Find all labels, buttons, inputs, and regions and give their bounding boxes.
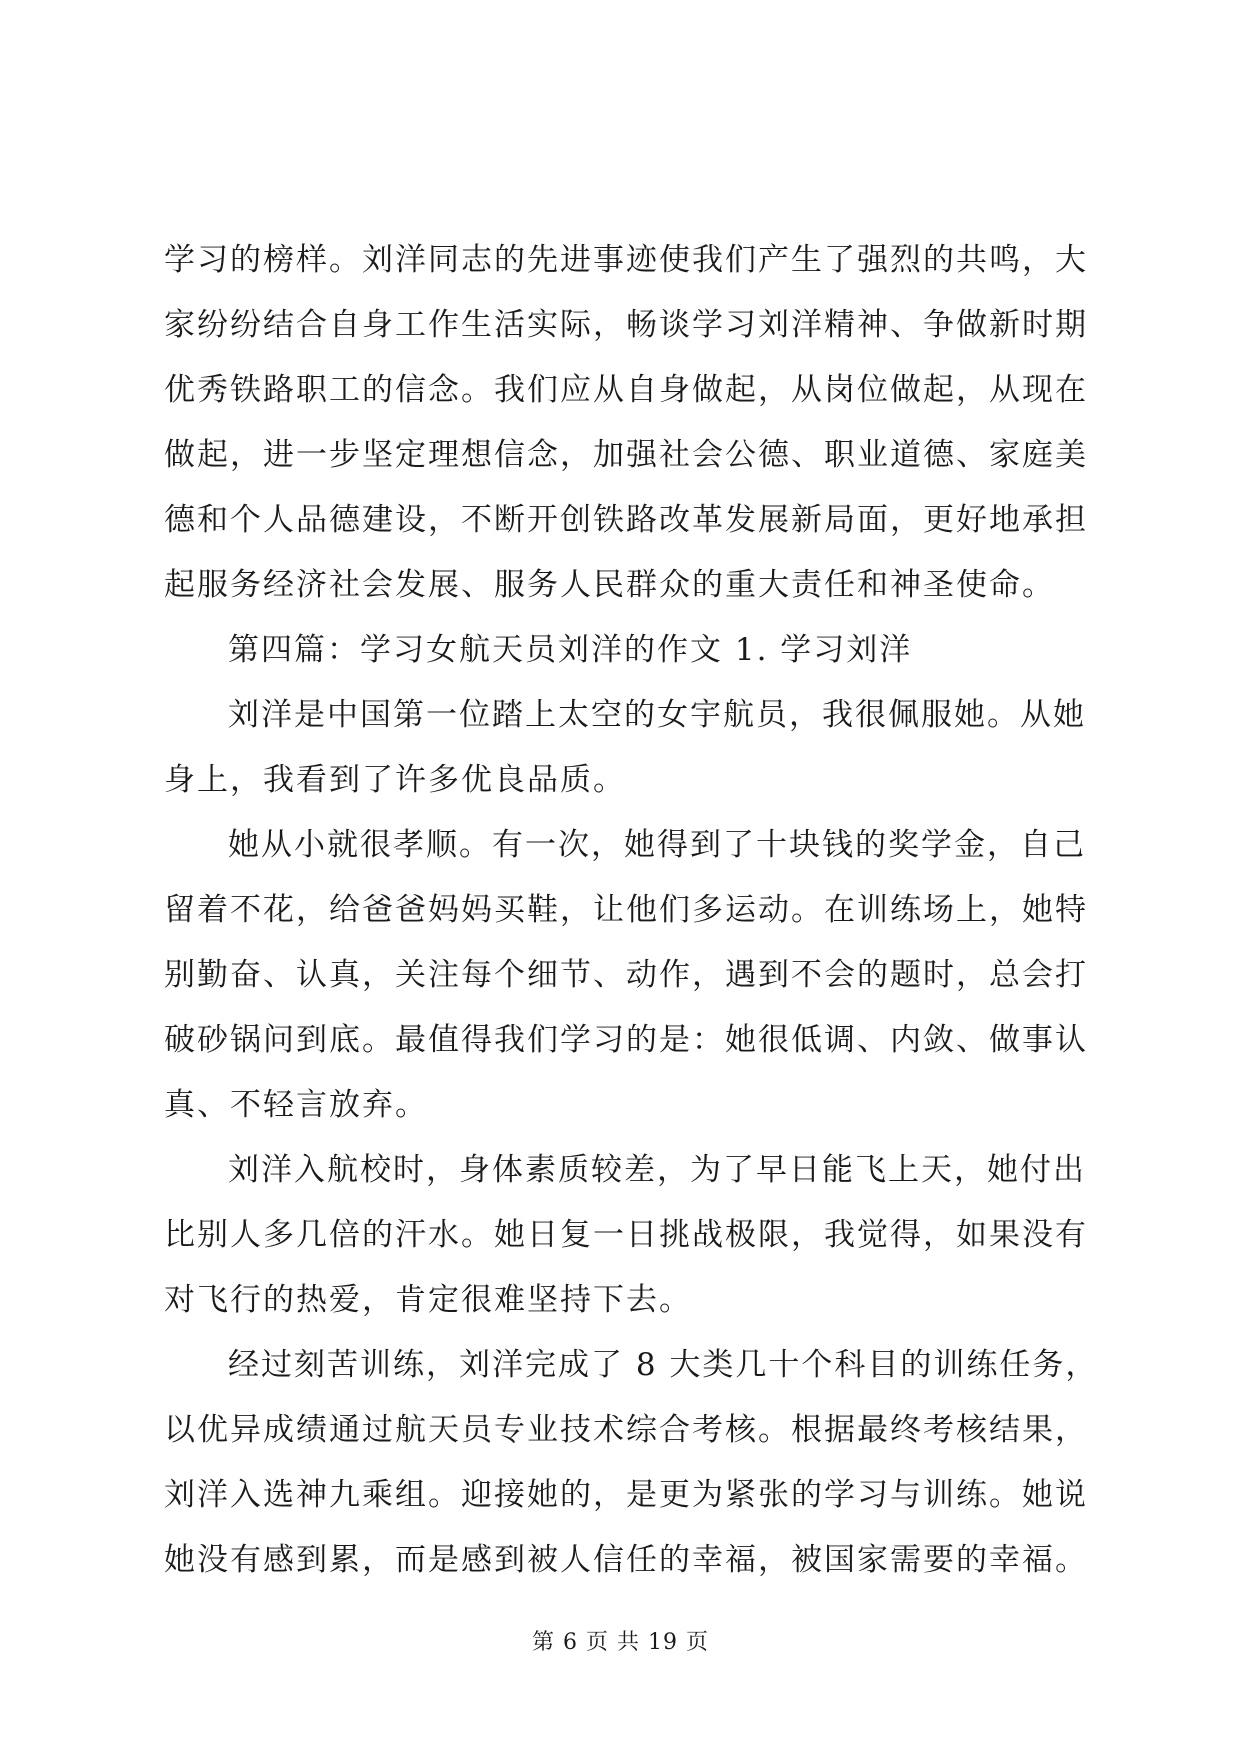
text-line: 德和个人品德建设，不断开创铁路改革发展新局面，更好地承担 [164,502,1088,538]
text-line: 别勤奋、认真，关注每个细节、动作，遇到不会的题时，总会打 [164,957,1088,993]
text-line: 经过刻苦训练，刘洋完成了 8 大类几十个科目的训练任务， [228,1347,1099,1383]
text-line: 比别人多几倍的汗水。她日复一日挑战极限，我觉得，如果没有 [164,1217,1088,1253]
text-line: 刘洋是中国第一位踏上太空的女宇航员，我很佩服她。从她 [228,697,1086,733]
text-line: 家纷纷结合自身工作生活实际，畅谈学习刘洋精神、争做新时期 [164,307,1088,343]
text-line: 身上，我看到了许多优良品质。 [164,762,626,798]
text-line: 做起，进一步坚定理想信念，加强社会公德、职业道德、家庭美 [164,437,1088,473]
text-line: 以优异成绩通过航天员专业技术综合考核。根据最终考核结果， [164,1412,1088,1448]
text-line: 对飞行的热爱，肯定很难坚持下去。 [164,1282,692,1318]
text-line: 起服务经济社会发展、服务人民群众的重大责任和神圣使命。 [164,567,1055,603]
text-line: 留着不花，给爸爸妈妈买鞋，让他们多运动。在训练场上，她特 [164,892,1088,928]
text-line: 学习的榜样。刘洋同志的先进事迹使我们产生了强烈的共鸣，大 [164,242,1088,278]
text-line: 优秀铁路职工的信念。我们应从自身做起，从岗位做起，从现在 [164,372,1088,408]
text-line: 她没有感到累，而是感到被人信任的幸福，被国家需要的幸福。 [164,1542,1088,1578]
text-line: 她从小就很孝顺。有一次，她得到了十块钱的奖学金，自己 [228,827,1086,863]
document-body [164,228,1099,1593]
section-heading: 第四篇：学习女航天员刘洋的作文 1. 学习刘洋 [228,632,913,668]
text-line: 破砂锅问到底。最值得我们学习的是：她很低调、内敛、做事认 [164,1022,1088,1058]
text-line: 真、不轻言放弃。 [164,1087,428,1123]
text-line: 刘洋入选神九乘组。迎接她的，是更为紧张的学习与训练。她说 [164,1477,1088,1513]
page-footer: 第 6 页 共 19 页 [532,1630,709,1655]
text-line: 刘洋入航校时，身体素质较差，为了早日能飞上天，她付出 [228,1152,1086,1188]
